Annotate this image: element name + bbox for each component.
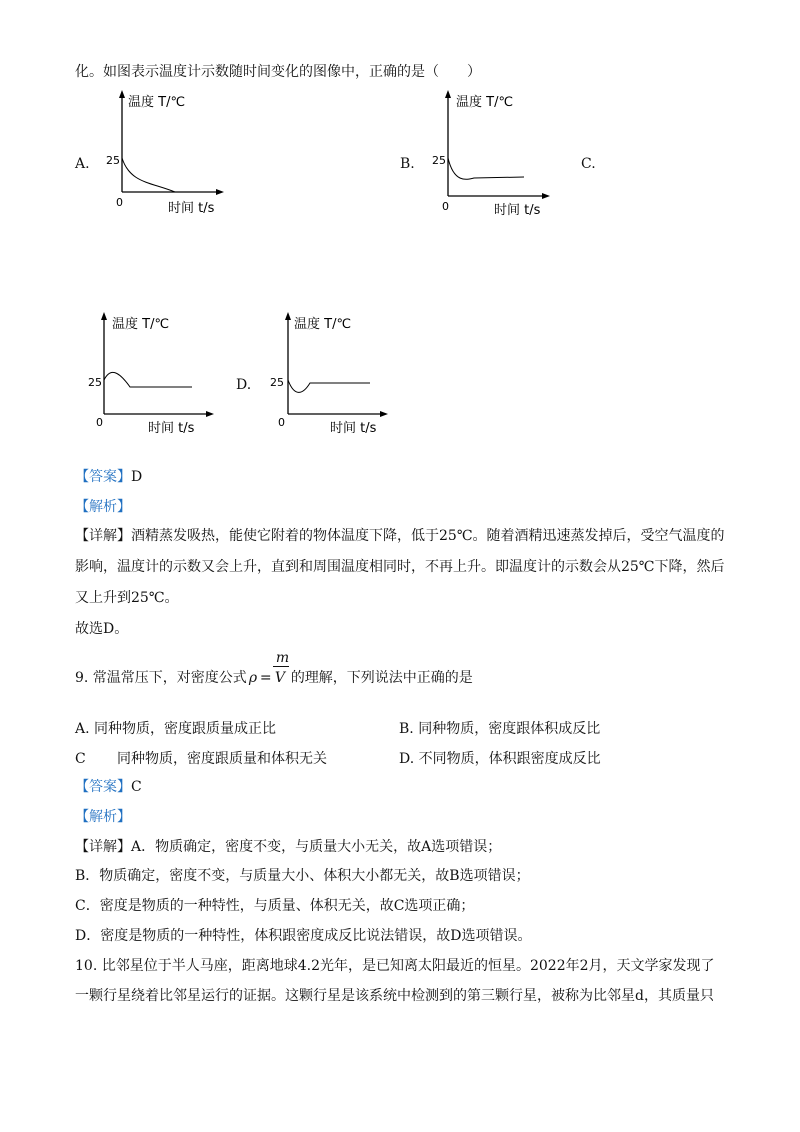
q9-detail-line-2: B．物质确定，密度不变，与质量大小、体积大小都无关，故B选项错误； [75,868,530,884]
q8-option-a-label: A. [75,156,90,172]
q9-option-c: 同种物质，密度跟质量和体积无关 [117,751,327,767]
x-axis-label: 时间 t/s [330,421,377,436]
x-axis-label: 时间 t/s [148,421,195,436]
y-axis-label: 温度 T/℃ [294,317,352,332]
detail-tag: 【详解】 [75,528,131,544]
q8-option-b-label: B. [400,156,415,172]
origin-label: 0 [278,416,285,429]
q9-option-a: A. 同种物质，密度跟质量成正比 [75,721,277,737]
q8-stem-tail: 化。如图表示温度计示数随时间变化的图像中，正确的是（ ） [75,64,481,80]
q9-detail-line-1 [75,837,501,857]
q9-option-b: B. 同种物质，密度跟体积成反比 [399,721,601,737]
answer-tag: 【答案】 [75,779,131,795]
x-axis-label: 时间 t/s [168,201,215,216]
q9-stem-after: 的理解，下列说法中正确的是 [290,670,473,686]
formula-rho: ρ [248,670,258,686]
formula-num: m [275,650,290,666]
q9-stem [75,650,473,688]
formula-eq: = [259,670,272,686]
origin-label: 0 [116,196,123,209]
tick-25: 25 [88,376,102,389]
y-axis-label: 温度 T/℃ [128,95,186,110]
q8-answer [75,467,142,487]
q9-analysis-tag: 【解析】 [75,809,131,825]
origin-label: 0 [96,416,103,429]
q8-graph-a [100,88,250,222]
q10-line-2: 一颗行星绕着比邻星运行的证据。这颗行星是该系统中检测到的第三颗行星，被称为比邻星d，其质量只 [75,988,714,1004]
q10-line-1: 10. 比邻星位于半人马座，距离地球4.2光年，是已知离太阳最近的恒星。2022年2月，天文学家发现了 [75,958,715,974]
q8-detail-line-1 [75,526,724,546]
q9-answer [75,777,142,797]
y-axis-label: 温度 T/℃ [456,95,514,110]
q8-graph-b [426,88,576,222]
q9-detail-line-4: D．密度是物质的一种特性，体积跟密度成反比说法错误，故D选项错误。 [75,928,532,944]
q8-detail-line-3: 又上升到25℃。 [75,590,179,606]
detail-tag: 【详解】 [75,839,131,855]
q9-detail-line-3: C．密度是物质的一种特性，与质量、体积无关，故C选项正确； [75,898,475,914]
detail-text: A．物质确定，密度不变，与质量大小无关，故A选项错误； [131,839,502,855]
answer-value: D [131,469,143,485]
q8-option-d-label: D. [236,377,252,393]
q9-option-d: D. 不同物质，体积跟密度成反比 [399,751,601,767]
q9-stem-before: 9. 常温常压下，对密度公式 [75,670,247,686]
density-formula [247,650,291,688]
formula-den: V [274,670,285,686]
q8-detail-line-4: 故选D。 [75,621,129,637]
tick-25: 25 [106,154,120,167]
x-axis-label: 时间 t/s [494,203,541,218]
y-axis-label: 温度 T/℃ [112,317,170,332]
tick-25: 25 [270,376,284,389]
q9-option-c-letter: C [75,751,86,767]
origin-label: 0 [442,200,449,213]
tick-25: 25 [432,154,446,167]
q8-graph-c [82,308,232,442]
answer-tag: 【答案】 [75,469,131,485]
q8-graph-d [266,308,416,442]
detail-text: 酒精蒸发吸热，能使它附着的物体温度下降，低于25℃。随着酒精迅速蒸发掉后，受空气温度的 [131,528,725,544]
fraction-bar [273,666,289,667]
answer-value: C [131,779,142,795]
q8-option-c-label: C. [581,156,596,172]
q8-detail-line-2: 影响，温度计的示数又会上升，直到和周围温度相同时，不再上升。即温度计的示数会从25℃下降，然后 [75,559,725,575]
q8-analysis-tag: 【解析】 [75,499,131,515]
